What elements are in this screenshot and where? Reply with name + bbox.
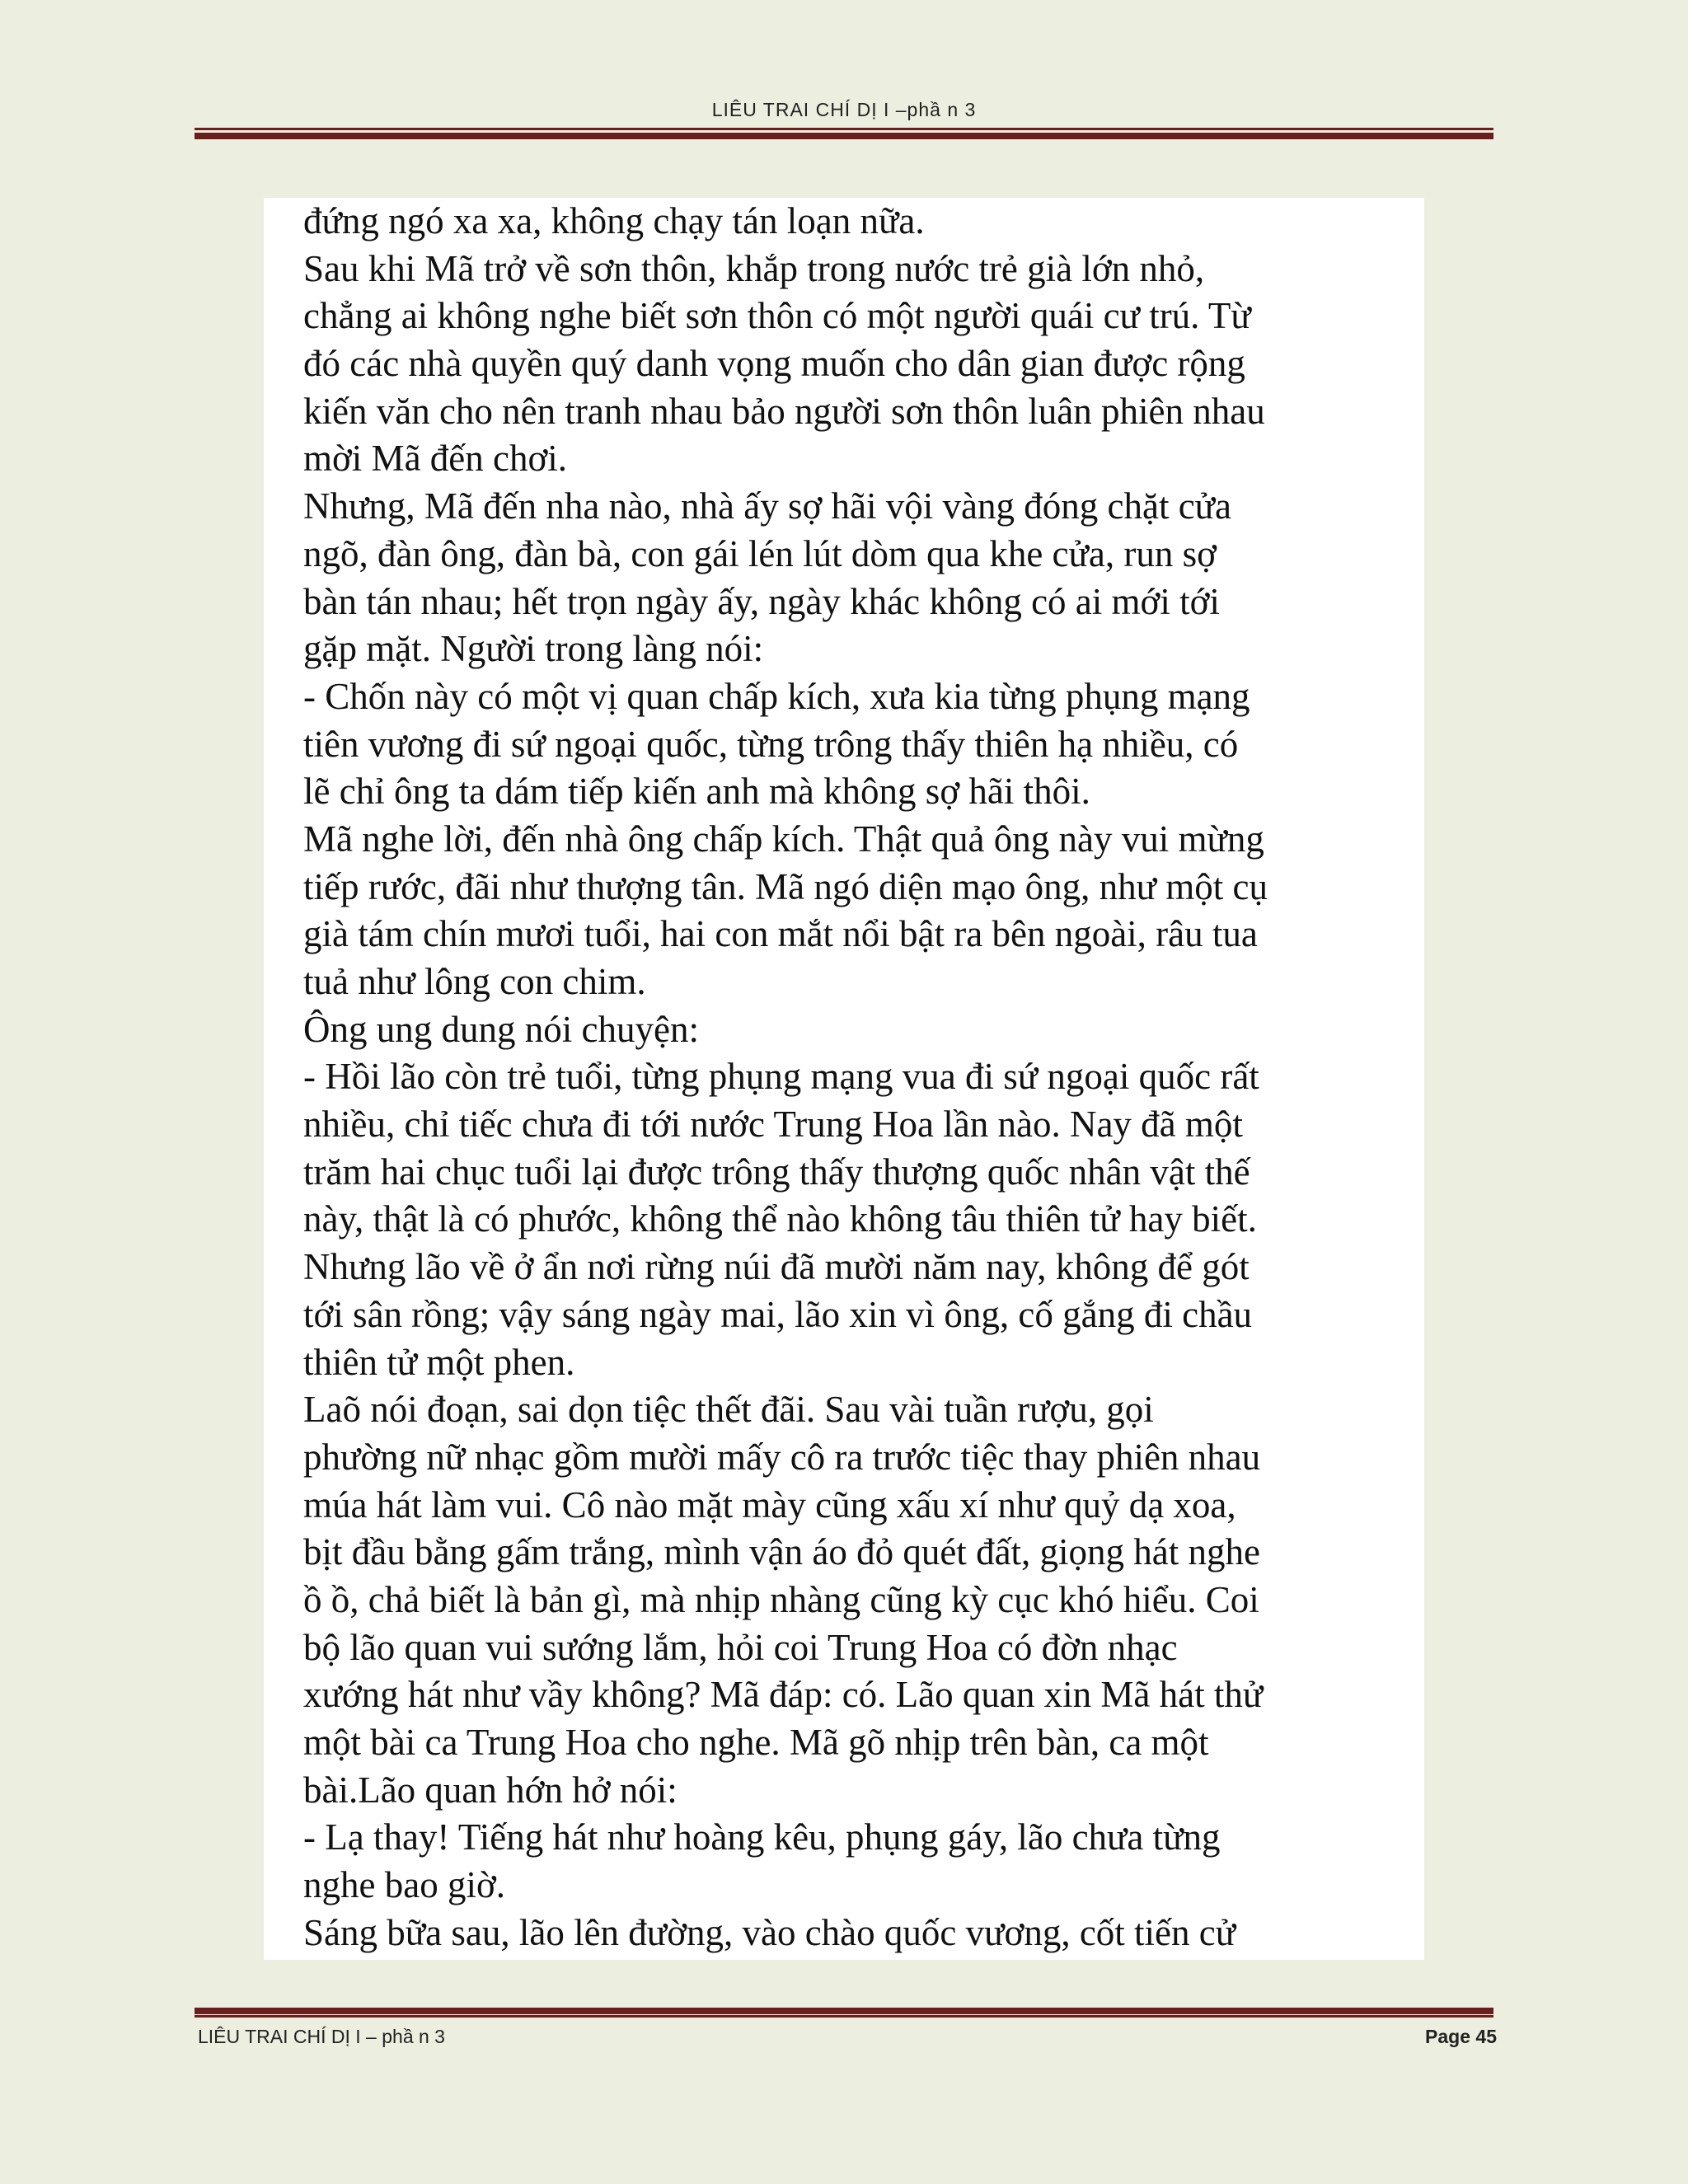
text-line: tuả như lông con chim.	[303, 961, 646, 1002]
text-line: này, thật là có phước, không thể nào không tâu thiên tử hay biết.	[303, 1198, 1257, 1240]
text-line: bàn tán nhau; hết trọn ngày ấy, ngày khác không có ai mới tới	[303, 580, 1220, 622]
header-rule-thick	[195, 133, 1493, 139]
text-line: bịt đầu bằng gấm trắng, mình vận áo đỏ quét đất, giọng hát nghe	[303, 1531, 1260, 1573]
text-line: tới sân rồng; vậy sáng ngày mai, lão xin vì ông, cố gắng đi chầu	[303, 1293, 1253, 1335]
footer-rule-thin	[195, 2015, 1493, 2018]
text-line: Ông ung dung nói chuyện:	[303, 1008, 699, 1050]
text-line: ồ ồ, chả biết là bản gì, mà nhịp nhàng cũng kỳ cục khó hiểu. Coi	[303, 1578, 1259, 1620]
text-line: phường nữ nhạc gồm mười mấy cô ra trước tiệc thay phiên nhau	[303, 1436, 1261, 1478]
footer-title: LIÊU TRAI CHÍ DỊ I – phầ n 3	[198, 2026, 445, 2047]
text-line: Laõ nói đoạn, sai dọn tiệc thết đãi. Sau vài tuần rượu, gọi	[303, 1389, 1154, 1431]
text-line: chẳng ai không nghe biết sơn thôn có một người quái cư trú. Từ	[303, 295, 1251, 337]
text-line: đó các nhà quyền quý danh vọng muốn cho dân gian được rộng	[303, 343, 1245, 385]
text-line: xướng hát như vầy không? Mã đáp: có. Lão quan xin Mã hát thử	[303, 1674, 1264, 1716]
text-line: - Chốn này có một vị quan chấp kích, xưa kia từng phụng mạng	[303, 675, 1250, 717]
text-line: già tám chín mươi tuổi, hai con mắt nổi bật ra bên ngoài, râu tua	[303, 913, 1258, 955]
text-line: Nhưng lão về ở ẩn nơi rừng núi đã mười năm nay, không để gót	[303, 1246, 1250, 1288]
text-line: lẽ chỉ ông ta dám tiếp kiến anh mà không sợ hãi thôi.	[303, 771, 1090, 813]
body-text	[303, 198, 1424, 1957]
text-line: một bài ca Trung Hoa cho nghe. Mã gõ nhịp trên bàn, ca một	[303, 1722, 1209, 1763]
text-line: nghe bao giờ.	[303, 1864, 505, 1906]
text-line: - Lạ thay! Tiếng hát như hoàng kêu, phụng gáy, lão chưa từng	[303, 1816, 1221, 1858]
text-line: Sau khi Mã trở về sơn thôn, khắp trong nước trẻ già lớn nhỏ,	[303, 247, 1205, 289]
text-line: đứng ngó xa xa, không chạy tán loạn nữa.	[303, 200, 925, 241]
text-line: kiến văn cho nên tranh nhau bảo người sơn thôn luân phiên nhau	[303, 390, 1265, 432]
text-line: thiên tử một phen.	[303, 1341, 575, 1383]
text-line: trăm hai chục tuổi lại được trông thấy thượng quốc nhân vật thế	[303, 1151, 1250, 1193]
text-line: tiên vương đi sứ ngoại quốc, từng trông thấy thiên hạ nhiều, có	[303, 723, 1239, 765]
page-number: Page 45	[1425, 2026, 1497, 2047]
text-line: gặp mặt. Người trong làng nói:	[303, 628, 764, 670]
text-line: bài.Lão quan hớn hở nói:	[303, 1769, 678, 1811]
text-line: Mã nghe lời, đến nhà ông chấp kích. Thật quả ông này vui mừng	[303, 818, 1264, 860]
footer-rule-thick	[195, 2008, 1493, 2014]
text-line: múa hát làm vui. Cô nào mặt mày cũng xấu xí như quỷ dạ xoa,	[303, 1483, 1236, 1526]
text-line: nhiều, chỉ tiếc chưa đi tới nước Trung Hoa lần nào. Nay đã một	[303, 1104, 1243, 1146]
text-line: mời Mã đến chơi.	[303, 438, 568, 480]
text-line: tiếp rước, đãi như thượng tân. Mã ngó diện mạo ông, như một cụ	[303, 865, 1268, 907]
text-line: ngõ, đàn ông, đàn bà, con gái lén lút dòm qua khe cửa, run sợ	[303, 532, 1217, 574]
header-rule-thin	[195, 128, 1493, 130]
text-line: bộ lão quan vui sướng lắm, hỏi coi Trung Hoa có đờn nhạc	[303, 1626, 1178, 1668]
text-line: Sáng bữa sau, lão lên đường, vào chào quốc vương, cốt tiến cử	[303, 1911, 1236, 1953]
header-title: LIÊU TRAI CHÍ DỊ I –phầ n 3	[711, 99, 977, 120]
text-line: Nhưng, Mã đến nha nào, nhà ấy sợ hãi vội vàng đóng chặt cửa	[303, 485, 1232, 527]
text-panel	[264, 198, 1424, 1960]
text-line: - Hồi lão còn trẻ tuổi, từng phụng mạng vua đi sứ ngoại quốc rất	[303, 1056, 1259, 1098]
